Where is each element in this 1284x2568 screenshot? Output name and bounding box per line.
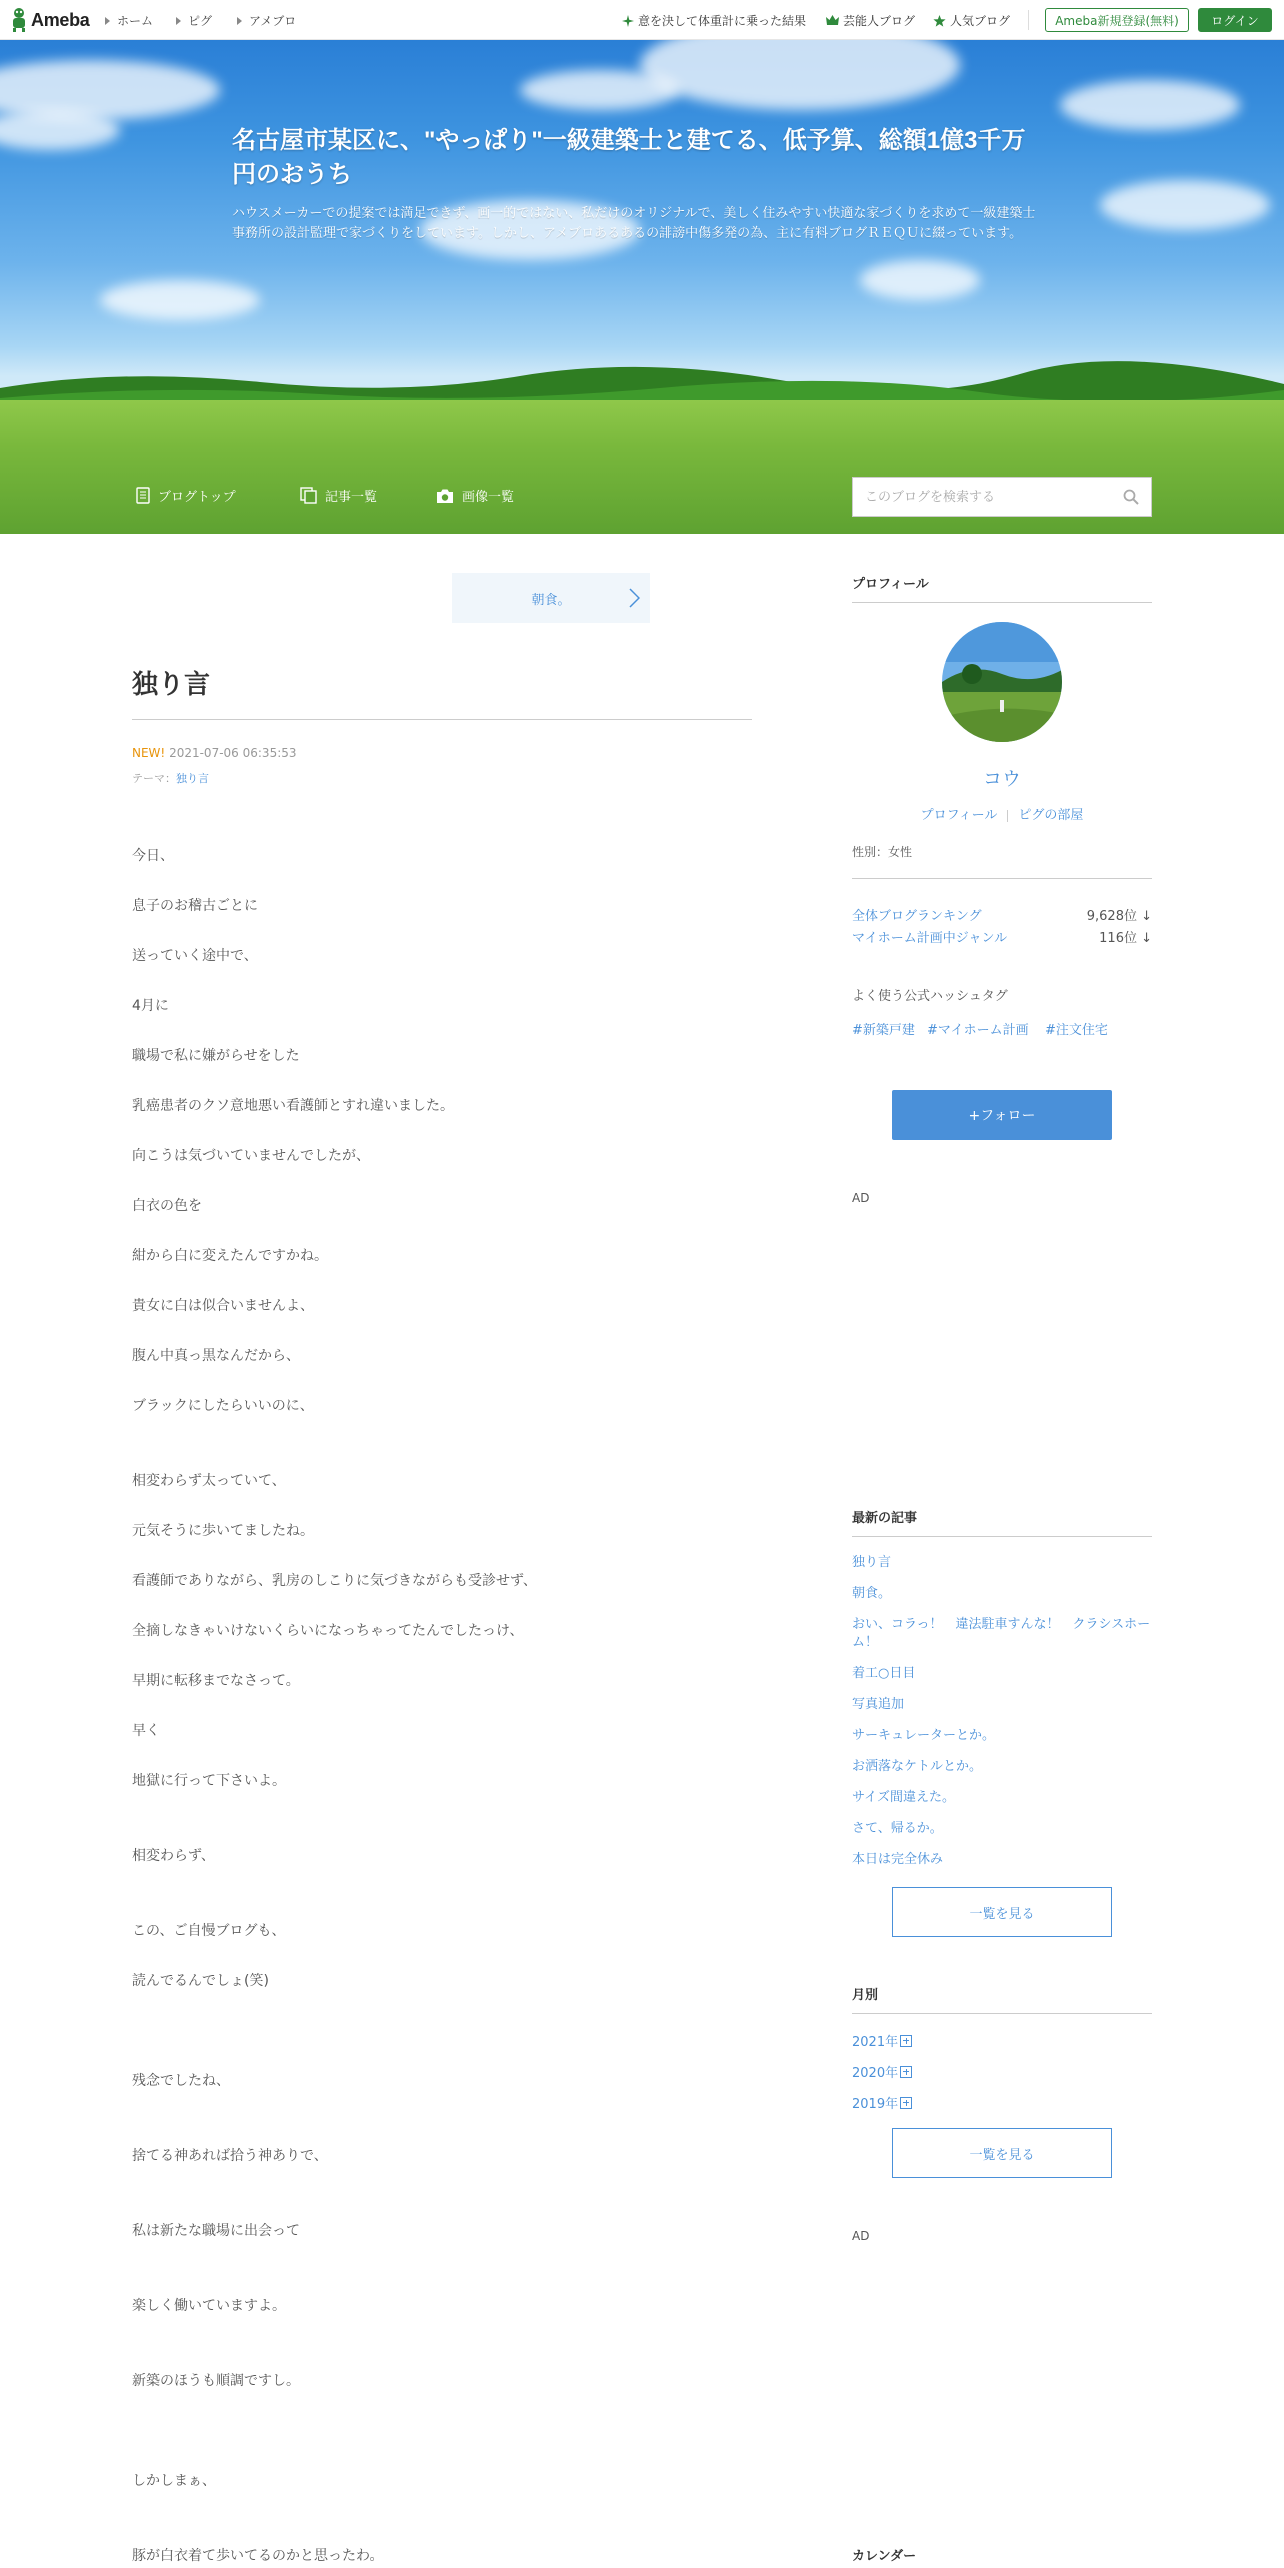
chevron-right-icon xyxy=(628,588,640,608)
triangle-icon xyxy=(105,17,110,25)
document-icon xyxy=(136,487,150,504)
triangle-icon xyxy=(237,17,242,25)
recent-entry-link[interactable]: おい、コラっ！ 違法駐車すんな！ クラシスホーム！ xyxy=(852,1617,1151,1650)
month-label: 2019年 xyxy=(852,2097,899,2112)
entry-datetime: 2021-07-06 06:35:53 xyxy=(169,746,297,760)
entry-line: この、ご自慢ブログも、 xyxy=(132,1923,286,1939)
entry-line: 早期に転移までなさって。 xyxy=(132,1673,300,1689)
cloud xyxy=(520,70,680,110)
divider xyxy=(1007,810,1008,822)
entry-title: 独り言 xyxy=(132,669,211,699)
entry-line: 今日、 xyxy=(132,848,174,864)
entry-line: 息子のお稽古ごとに xyxy=(132,898,258,914)
theme-prefix: テーマ： xyxy=(132,772,176,785)
ameba-mark-icon xyxy=(10,7,28,33)
entry-line: 腹ん中真っ黒なんだから、 xyxy=(132,1348,300,1364)
hashtag-link[interactable]: #注文住宅 xyxy=(1045,1023,1108,1038)
popular-blog-label: 人気ブログ xyxy=(950,14,1011,28)
ranking-genre-value: 116位 ↓ xyxy=(1099,931,1152,946)
cloud xyxy=(640,40,960,110)
topnav-home-label: ホーム xyxy=(117,14,154,28)
blog-title[interactable]: 名古屋市某区に、"やっぱり"一級建築士と建てる、低予算、総額1億3千万円のおうち xyxy=(232,127,1026,188)
entry-line: 職場で私に嫌がらせをした xyxy=(132,1048,300,1064)
camera-icon xyxy=(436,488,454,504)
expand-plus-icon[interactable] xyxy=(900,2035,912,2047)
triangle-icon xyxy=(176,17,181,25)
nav-entry-list-label: 記事一覧 xyxy=(325,490,378,505)
entry-line: 看護師でありながら、乳房のしこりに気づきながらも受診せず、 xyxy=(132,1573,537,1589)
nickname[interactable]: コウ xyxy=(982,768,1021,790)
divider xyxy=(852,878,1152,879)
ranking-genre-link[interactable]: マイホーム計画中ジャンル xyxy=(852,931,1008,946)
entry-date xyxy=(132,746,297,760)
month-2021-link[interactable] xyxy=(852,2031,912,2050)
blog-description: ハウスメーカーでの提案では満足できず、画一的ではない、私だけのオリジナルで、美しく住みやすい快適な家づくりを求めて一級建築士事務所の設計監理で家づくりをしています。しかし、アメブロあるあるの誹謗中傷多発の為、主に有料ブログＲＥＱＵに綴っています。 xyxy=(232,206,1036,241)
entry-line: 地獄に行って下さいよ。 xyxy=(132,1773,286,1789)
recent-entry-link[interactable]: 着工○日目 xyxy=(852,1666,916,1681)
recent-entry-link[interactable]: サーキュレーターとか。 xyxy=(852,1728,996,1743)
theme-link[interactable]: 独り言 xyxy=(176,772,209,785)
entry-line: 紺から白に変えたんですかね。 xyxy=(132,1248,328,1264)
month-label: 2021年 xyxy=(852,2035,899,2050)
nav-blog-top[interactable] xyxy=(136,486,236,505)
ameba-logo[interactable] xyxy=(10,6,90,34)
entry-line: 捨てる神あれば拾う神ありで、 xyxy=(132,2148,328,2164)
month-2020-link[interactable] xyxy=(852,2062,912,2081)
recent-entry-link[interactable]: 独り言 xyxy=(852,1555,892,1570)
search-icon[interactable] xyxy=(1123,489,1139,505)
cloud xyxy=(0,110,120,150)
month-label: 2020年 xyxy=(852,2066,899,2081)
expand-plus-icon[interactable] xyxy=(900,2097,912,2109)
blog-search xyxy=(852,477,1152,517)
celebrity-blog-link[interactable] xyxy=(826,12,915,29)
recent-entry-link[interactable]: 写真追加 xyxy=(852,1697,905,1712)
cloud xyxy=(1060,80,1240,130)
entry-line: 楽しく働いていますよ。 xyxy=(132,2298,286,2314)
pig-room-link[interactable]: ピグの部屋 xyxy=(1018,808,1084,823)
register-button[interactable]: Ameba新規登録(無料) xyxy=(1045,8,1189,32)
profile-heading: プロフィール xyxy=(852,577,929,592)
entry-line: ブラックにしたらいいのに、 xyxy=(132,1398,314,1414)
entry-line: 4月に xyxy=(132,998,169,1014)
entry-line: 向こうは気づいていませんでしたが、 xyxy=(132,1148,370,1164)
ranking-overall-link[interactable]: 全体ブログランキング xyxy=(852,909,982,924)
search-input[interactable] xyxy=(853,478,1113,516)
entry-line: 相変わらず、 xyxy=(132,1848,215,1864)
hashtag-link[interactable]: #新築戸建 xyxy=(852,1023,915,1038)
nav-image-list-label: 画像一覧 xyxy=(462,490,515,505)
entry-line: 全摘しなきゃいけないくらいになっちゃってたんでしたっけ、 xyxy=(132,1623,524,1639)
entry-line: 貴女に白は似合いませんよ、 xyxy=(132,1298,314,1314)
entry-line: 送っていく途中で、 xyxy=(132,948,258,964)
hashtag-link[interactable]: #マイホーム計画 xyxy=(927,1023,1029,1038)
hashtag-heading: よく使う公式ハッシュタグ xyxy=(852,989,1008,1004)
monthly-see-all-button[interactable]: 一覧を見る xyxy=(892,2128,1112,2178)
nav-blog-top-label: ブログトップ xyxy=(158,490,236,505)
crown-icon xyxy=(826,15,839,26)
recent-see-all-button[interactable]: 一覧を見る xyxy=(892,1887,1112,1937)
recent-entry-link[interactable]: お洒落なケトルとか。 xyxy=(852,1759,983,1774)
divider xyxy=(852,2013,1152,2014)
topnav-pigg[interactable] xyxy=(176,12,212,29)
sparkle-icon xyxy=(622,15,634,27)
divider xyxy=(1028,10,1029,30)
entry-line: 私は新たな職場に出会って xyxy=(132,2223,300,2239)
celebrity-blog-label: 芸能人ブログ xyxy=(843,14,916,28)
topnav-ameblo-label: アメブロ xyxy=(249,14,297,28)
nav-entry-list[interactable] xyxy=(300,486,377,505)
entry-line: 豚が白衣着て歩いてるのかと思ったわ。 xyxy=(132,2548,384,2564)
entry-theme xyxy=(132,770,209,786)
recent-entry-link[interactable]: さて、帰るか。 xyxy=(852,1821,943,1836)
follow-button[interactable]: +フォロー xyxy=(892,1090,1112,1140)
avatar[interactable] xyxy=(942,622,1062,742)
login-button[interactable]: ログイン xyxy=(1198,8,1272,32)
prev-entry-label: 朝食。 xyxy=(531,592,571,608)
topnav-ameblo[interactable] xyxy=(237,12,296,29)
topnav-pigg-label: ピグ xyxy=(188,14,213,28)
entry-line: 残念でしたね、 xyxy=(132,2073,230,2089)
ad-label: AD xyxy=(852,1191,870,1205)
ad-label: AD xyxy=(852,2229,870,2243)
logo-text: Ameba xyxy=(31,9,90,30)
blog-header xyxy=(0,40,1284,534)
ranking-overall-value: 9,628位 ↓ xyxy=(1086,909,1152,924)
divider xyxy=(852,602,1152,603)
entry-line: 白衣の色を xyxy=(132,1198,202,1214)
recent-entry-link[interactable]: 本日は完全休み xyxy=(852,1852,944,1867)
cloud xyxy=(100,280,260,320)
prev-entry-link[interactable] xyxy=(452,573,650,623)
profile-links xyxy=(852,804,1152,823)
divider xyxy=(852,1536,1152,1537)
month-2019-link[interactable] xyxy=(852,2093,912,2112)
new-badge: NEW! xyxy=(132,746,166,760)
entry-line: 乳癌患者のクソ意地悪い看護師とすれ違いました。 xyxy=(132,1098,454,1114)
recent-entries-heading: 最新の記事 xyxy=(852,1511,918,1526)
recent-entry-link[interactable]: サイズ間違えた。 xyxy=(852,1790,955,1805)
entry-line: しかしまぁ、 xyxy=(132,2473,216,2489)
avatar-photo xyxy=(942,622,1062,742)
calendar-heading: カレンダー xyxy=(852,2549,917,2564)
entry-line: 早く xyxy=(132,1723,160,1739)
cloud xyxy=(860,260,980,300)
nav-image-list[interactable] xyxy=(436,486,514,505)
cloud xyxy=(1100,180,1270,230)
expand-plus-icon[interactable] xyxy=(900,2066,912,2078)
entry-line: 読んでるんでしょ(笑) xyxy=(132,1973,269,1989)
topnav-home[interactable] xyxy=(105,12,153,29)
trending-entry-link[interactable] xyxy=(622,12,806,29)
star-icon xyxy=(933,15,946,27)
popular-blog-link[interactable] xyxy=(933,12,1010,29)
divider xyxy=(132,719,752,720)
trending-entry-label: 意を決して体重計に乗った結果 xyxy=(638,14,807,28)
entry-line: 元気そうに歩いてましたね。 xyxy=(132,1523,314,1539)
profile-link[interactable]: プロフィール xyxy=(920,808,998,823)
copy-icon xyxy=(300,487,317,504)
gender: 性別：女性 xyxy=(852,845,913,859)
entry-line: 相変わらず太っていて、 xyxy=(132,1473,286,1489)
entry-line: 新築のほうも順調ですし。 xyxy=(132,2373,300,2389)
monthly-heading: 月別 xyxy=(852,1988,879,2003)
recent-entry-link[interactable]: 朝食。 xyxy=(852,1586,892,1601)
top-bar xyxy=(0,0,1284,40)
